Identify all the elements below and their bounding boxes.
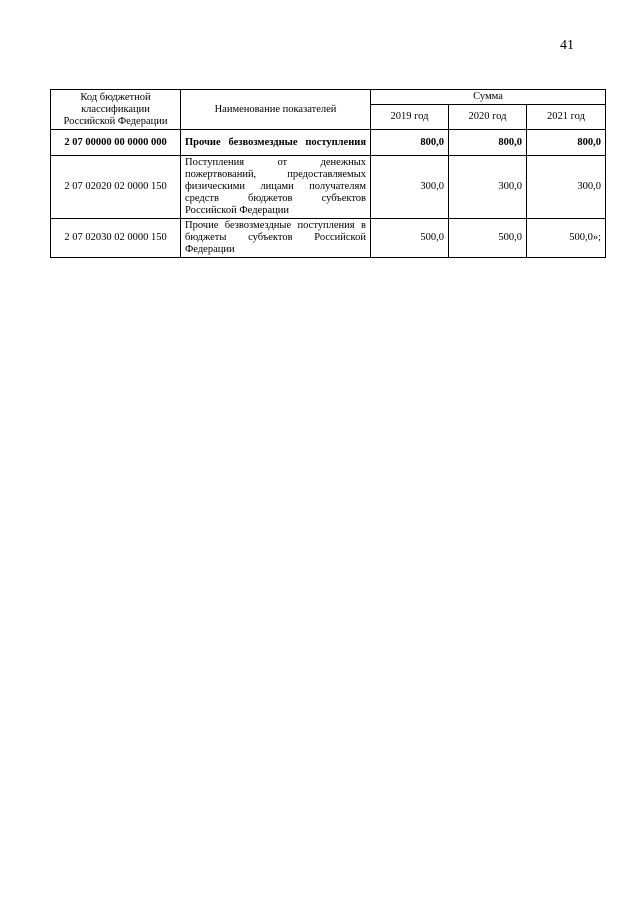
budget-table	[50, 89, 606, 258]
header-sum: Сумма	[371, 90, 606, 105]
header-year-2021: 2021 год	[527, 105, 606, 130]
row-value-2019: 800,0	[371, 130, 449, 156]
table-row	[51, 219, 606, 258]
row-code: 2 07 00000 00 0000 000	[51, 130, 181, 156]
row-value-2020: 800,0	[449, 130, 527, 156]
row-value-2021: 300,0	[527, 156, 606, 219]
row-value-2021: 500,0»;	[527, 219, 606, 258]
row-value-2019: 300,0	[371, 156, 449, 219]
table-row	[51, 156, 606, 219]
row-name: Поступления от денежных пожертвований, предоставляемых физическими лицами получателям средств бюджетов субъектов Российской Федерации	[181, 156, 371, 219]
header-year-2020: 2020 год	[449, 105, 527, 130]
row-name: Прочие безвозмездные поступления	[181, 130, 371, 156]
row-value-2020: 500,0	[449, 219, 527, 258]
row-name: Прочие безвозмездные поступления в бюджеты субъектов Российской Федерации	[181, 219, 371, 258]
table-row	[51, 130, 606, 156]
header-code: Код бюджетной классификации Российской Федерации	[51, 90, 181, 130]
page-number: 41	[560, 38, 574, 53]
row-value-2021: 800,0	[527, 130, 606, 156]
row-code: 2 07 02030 02 0000 150	[51, 219, 181, 258]
row-value-2020: 300,0	[449, 156, 527, 219]
row-value-2019: 500,0	[371, 219, 449, 258]
header-year-2019: 2019 год	[371, 105, 449, 130]
row-code: 2 07 02020 02 0000 150	[51, 156, 181, 219]
header-name: Наименование показателей	[181, 90, 371, 130]
